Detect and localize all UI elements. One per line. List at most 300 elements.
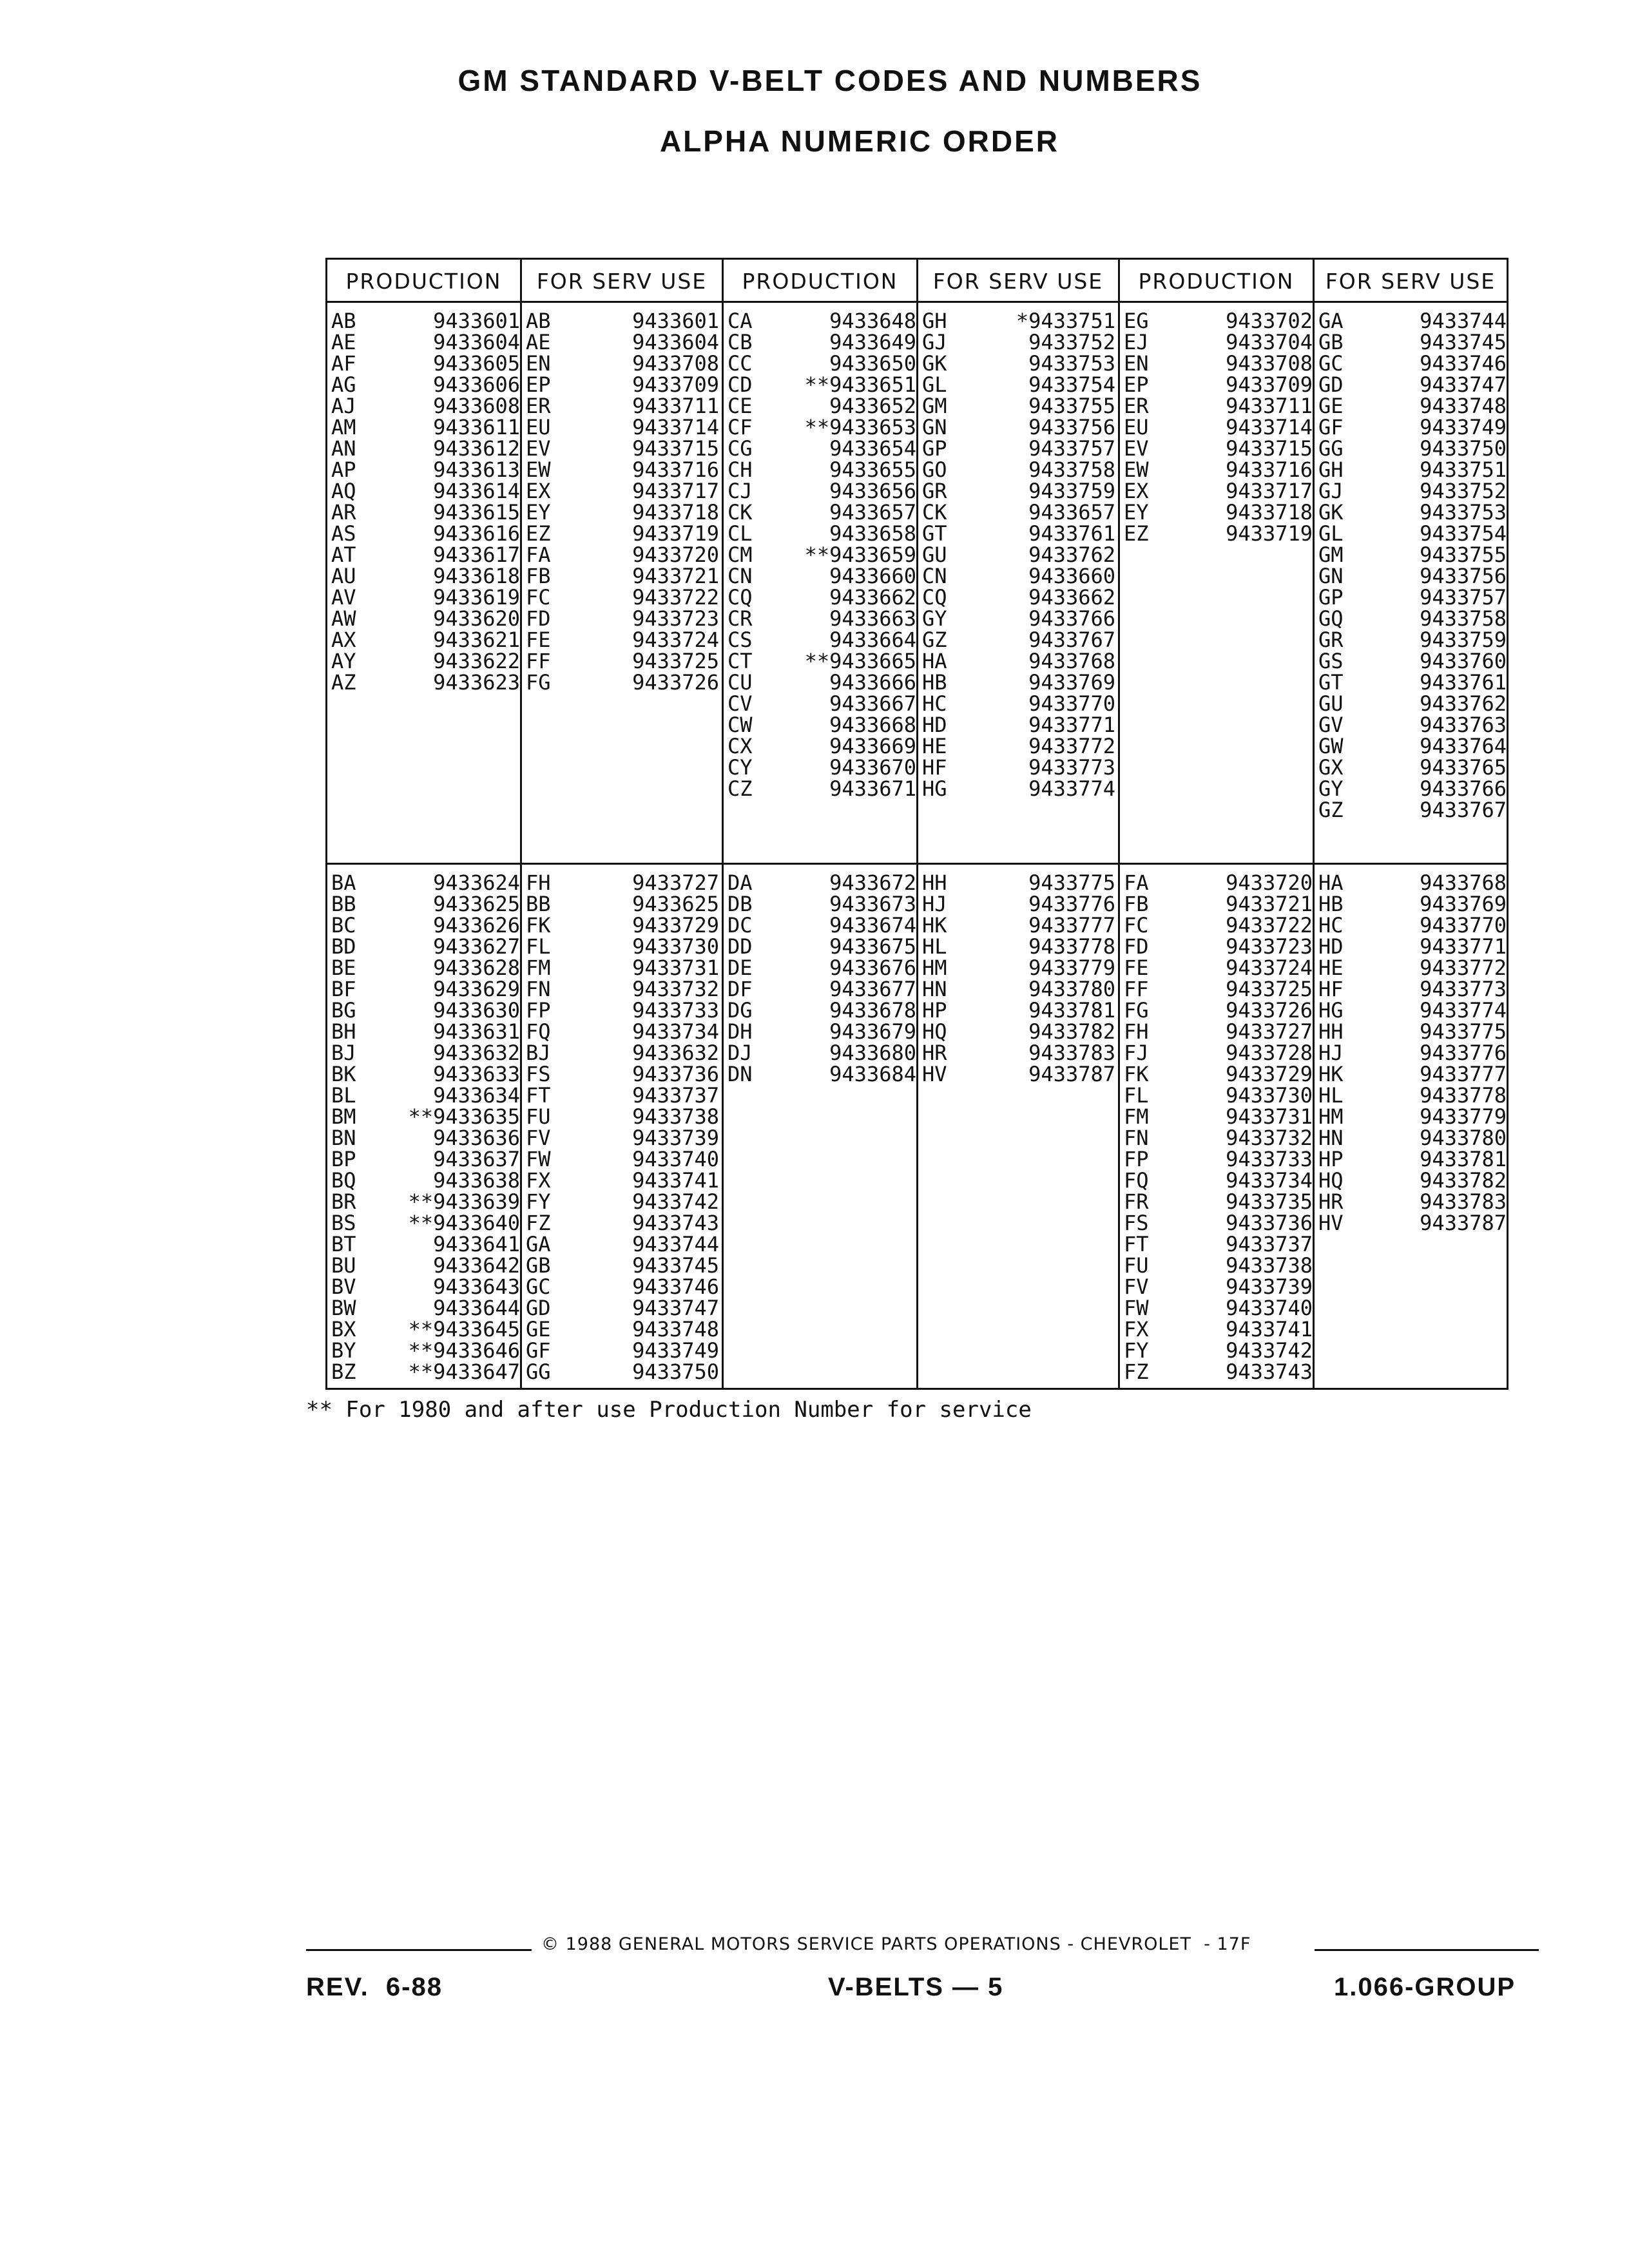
group1-column: [521, 302, 723, 864]
belt-part-number: 9433726: [632, 670, 719, 695]
belt-part-number: 9433756: [1028, 415, 1115, 439]
belt-entry: [1124, 1085, 1313, 1106]
belt-code: CH: [728, 457, 753, 482]
belt-code: CA: [728, 309, 753, 333]
belt-part-number: 9433601: [632, 309, 719, 333]
belt-entry: [1318, 311, 1507, 332]
belt-part-number: 9433761: [1028, 521, 1115, 546]
belt-part-number: 9433778: [1028, 934, 1115, 959]
belt-code: BE: [331, 956, 356, 980]
belt-code: HC: [1318, 913, 1344, 937]
belt-code: HC: [922, 691, 947, 716]
belt-code: HD: [922, 713, 947, 737]
belt-code: FY: [526, 1189, 551, 1214]
belt-part-number: 9433625: [632, 892, 719, 916]
belt-code: GS: [1318, 649, 1344, 673]
belt-entry: [331, 459, 520, 481]
belt-part-number: 9433765: [1420, 755, 1507, 780]
group2-column: [327, 864, 521, 1389]
belt-part-number: 9433760: [1420, 649, 1507, 673]
belt-code: CS: [728, 628, 753, 652]
belt-code: GQ: [1318, 606, 1344, 631]
belt-code: CE: [728, 394, 753, 418]
belt-part-number: 9433754: [1028, 372, 1115, 397]
belt-code: GG: [526, 1360, 551, 1384]
belt-part-number: 9433625: [433, 892, 520, 916]
belt-entry: [922, 544, 1118, 566]
belt-entry: [526, 1170, 722, 1191]
belt-part-number: 9433656: [829, 479, 916, 503]
belt-part-number: 9433779: [1028, 956, 1115, 980]
belt-entry: [526, 651, 722, 672]
belt-entry: [526, 915, 722, 936]
belt-part-number: 9433747: [632, 1296, 719, 1320]
belt-part-number: 9433632: [433, 1041, 520, 1065]
belt-code: AJ: [331, 394, 356, 418]
belt-code: CN: [728, 564, 753, 588]
belt-entry: [922, 736, 1118, 757]
belt-part-number: 9433617: [433, 543, 520, 567]
belt-part-number: 9433612: [433, 436, 520, 461]
belt-part-number: **9433646: [408, 1338, 520, 1363]
belt-entry: [1318, 374, 1507, 396]
belt-code: FD: [1124, 934, 1149, 959]
belt-code: GJ: [922, 330, 947, 354]
belt-part-number: 9433734: [632, 1019, 719, 1044]
belt-code: GL: [922, 372, 947, 397]
belt-code: GE: [1318, 394, 1344, 418]
belt-code: AT: [331, 543, 356, 567]
belt-code: FG: [526, 670, 551, 695]
belt-code: FU: [526, 1104, 551, 1129]
belt-code: BB: [526, 892, 551, 916]
belt-part-number: 9433787: [1028, 1062, 1115, 1086]
belt-entry: [1124, 396, 1313, 417]
belt-entry: [331, 629, 520, 651]
belt-part-number: 9433650: [829, 351, 916, 376]
belt-code: GB: [1318, 330, 1344, 354]
belt-entry: [1124, 523, 1313, 544]
belt-entry: [1318, 459, 1507, 481]
belt-entry: [728, 1021, 916, 1043]
belt-code: FN: [1124, 1126, 1149, 1150]
belt-code: GF: [526, 1338, 551, 1363]
belt-entry: [1124, 1340, 1313, 1361]
belt-part-number: 9433774: [1028, 776, 1115, 801]
header-for-serv-use-3: FOR SERV USE: [1314, 259, 1508, 302]
belt-part-number: 9433750: [632, 1360, 719, 1384]
belt-entry: [922, 311, 1118, 332]
belt-entry: [331, 1213, 520, 1234]
belt-entry: [1124, 872, 1313, 894]
belt-part-number: 9433740: [632, 1147, 719, 1171]
belt-entry: [331, 438, 520, 459]
belt-entry: [1318, 1021, 1507, 1043]
belt-part-number: 9433638: [433, 1168, 520, 1193]
belt-part-number: 9433644: [433, 1296, 520, 1320]
belt-part-number: 9433756: [1420, 564, 1507, 588]
belt-entry: [1318, 1000, 1507, 1021]
belt-entry: [728, 523, 916, 544]
belt-part-number: 9433781: [1028, 998, 1115, 1023]
belt-code: FK: [526, 913, 551, 937]
belt-part-number: 9433620: [433, 606, 520, 631]
belt-code: GU: [922, 543, 947, 567]
belt-entry: [526, 1191, 722, 1213]
belt-entry: [728, 438, 916, 459]
belt-code: CK: [728, 500, 753, 524]
belt-part-number: 9433740: [1226, 1296, 1313, 1320]
belt-part-number: 9433764: [1420, 734, 1507, 758]
belt-part-number: 9433604: [632, 330, 719, 354]
belt-entry: [331, 1043, 520, 1064]
belt-entry: [728, 417, 916, 438]
belt-part-number: 9433655: [829, 457, 916, 482]
belt-entry: [331, 1021, 520, 1043]
belt-entry: [1318, 736, 1507, 757]
belt-code: BX: [331, 1317, 356, 1341]
belt-code: BA: [331, 870, 356, 895]
table-group-2: [327, 864, 1508, 1389]
belt-code: FQ: [526, 1019, 551, 1044]
belt-code: FM: [1124, 1104, 1149, 1129]
belt-entry: [526, 1213, 722, 1234]
belt-code: FQ: [1124, 1168, 1149, 1193]
belt-entry: [331, 1170, 520, 1191]
belt-entry: [331, 872, 520, 894]
belt-entry: [728, 459, 916, 481]
belt-code: BV: [331, 1274, 356, 1299]
belt-code: GM: [1318, 543, 1344, 567]
belt-code: FY: [1124, 1338, 1149, 1363]
belt-entry: [728, 778, 916, 800]
belt-code: GH: [922, 309, 947, 333]
belt-part-number: 9433714: [632, 415, 719, 439]
group-label: 1.066-GROUP: [1334, 1973, 1516, 2001]
belt-part-number: 9433711: [632, 394, 719, 418]
belt-code: HN: [922, 977, 947, 1001]
belt-entry: [1318, 544, 1507, 566]
belt-part-number: 9433766: [1028, 606, 1115, 631]
belt-entry: [331, 915, 520, 936]
belt-entry: [526, 894, 722, 915]
belt-part-number: 9433733: [632, 998, 719, 1023]
belt-part-number: 9433739: [632, 1126, 719, 1150]
belt-entry: [331, 417, 520, 438]
belt-part-number: 9433717: [1226, 479, 1313, 503]
belt-entry: [1318, 1064, 1507, 1085]
belt-part-number: 9433721: [632, 564, 719, 588]
belt-code: GM: [922, 394, 947, 418]
belt-code: AG: [331, 372, 356, 397]
belt-part-number: 9433613: [433, 457, 520, 482]
belt-entry: [922, 957, 1118, 979]
belt-entry: [1124, 1255, 1313, 1276]
belt-part-number: 9433725: [1226, 977, 1313, 1001]
belt-entry: [728, 332, 916, 353]
belt-entry: [1318, 523, 1507, 544]
belt-entry: [331, 608, 520, 629]
belt-part-number: 9433709: [632, 372, 719, 397]
belt-part-number: 9433779: [1420, 1104, 1507, 1129]
belt-entry: [526, 1064, 722, 1085]
belt-entry: [1124, 1191, 1313, 1213]
belt-entry: [728, 544, 916, 566]
belt-code: HJ: [922, 892, 947, 916]
belt-part-number: 9433735: [1226, 1189, 1313, 1214]
group2-column: [918, 864, 1119, 1389]
belt-code: HM: [922, 956, 947, 980]
belt-code: CC: [728, 351, 753, 376]
belt-part-number: 9433709: [1226, 372, 1313, 397]
belt-entry: [1124, 1149, 1313, 1170]
belt-code: HR: [1318, 1189, 1344, 1214]
belt-entry: [526, 438, 722, 459]
belt-code: HH: [922, 870, 947, 895]
belt-part-number: 9433771: [1420, 934, 1507, 959]
footer-rule-left: [306, 1949, 532, 1951]
belt-code: FK: [1124, 1062, 1149, 1086]
belt-entry: [922, 915, 1118, 936]
belt-entry: [1124, 1298, 1313, 1319]
belt-code: FF: [526, 649, 551, 673]
belt-code: HA: [1318, 870, 1344, 895]
belt-part-number: 9433774: [1420, 998, 1507, 1023]
belt-entry: [1318, 800, 1507, 821]
belt-part-number: 9433604: [433, 330, 520, 354]
belt-entry: [922, 481, 1118, 502]
belt-entry: [526, 1361, 722, 1383]
belt-entry: [1124, 438, 1313, 459]
revision-label: REV. 6-88: [306, 1973, 443, 2001]
belt-part-number: 9433753: [1420, 500, 1507, 524]
belt-part-number: 9433737: [632, 1083, 719, 1108]
belt-entry: [1318, 502, 1507, 523]
belt-part-number: 9433742: [1226, 1338, 1313, 1363]
belt-code: EW: [526, 457, 551, 482]
belt-entry: [526, 1128, 722, 1149]
belt-part-number: 9433744: [632, 1232, 719, 1256]
belt-part-number: 9433741: [1226, 1317, 1313, 1341]
belt-part-number: 9433611: [433, 415, 520, 439]
belt-code: AV: [331, 585, 356, 610]
belt-code: BB: [331, 892, 356, 916]
belt-code: AE: [526, 330, 551, 354]
belt-entry: [922, 672, 1118, 693]
belt-code: GY: [922, 606, 947, 631]
belt-part-number: 9433618: [433, 564, 520, 588]
belt-entry: [922, 651, 1118, 672]
belt-part-number: 9433778: [1420, 1083, 1507, 1108]
belt-entry: [728, 311, 916, 332]
group1-column: [1314, 302, 1508, 864]
belt-part-number: 9433711: [1226, 394, 1313, 418]
belt-part-number: 9433729: [632, 913, 719, 937]
belt-code: CR: [728, 606, 753, 631]
belt-entry: [1318, 566, 1507, 587]
belt-code: BT: [331, 1232, 356, 1256]
belt-entry: [331, 672, 520, 693]
belt-code: HB: [1318, 892, 1344, 916]
belt-part-number: 9433755: [1420, 543, 1507, 567]
belt-entry: [331, 979, 520, 1000]
belt-entry: [922, 374, 1118, 396]
belt-part-number: 9433727: [1226, 1019, 1313, 1044]
belt-part-number: 9433775: [1028, 870, 1115, 895]
belt-part-number: 9433746: [632, 1274, 719, 1299]
belt-code: FT: [526, 1083, 551, 1108]
group1-column: [1119, 302, 1314, 864]
belt-code: BQ: [331, 1168, 356, 1193]
belt-code: AX: [331, 628, 356, 652]
belt-part-number: 9433771: [1028, 713, 1115, 737]
belt-entry: [1318, 715, 1507, 736]
belt-entry: [1124, 459, 1313, 481]
belt-code: HN: [1318, 1126, 1344, 1150]
belt-part-number: 9433770: [1420, 913, 1507, 937]
belt-entry: [728, 715, 916, 736]
group2-column: [521, 864, 723, 1389]
belt-code: BP: [331, 1147, 356, 1171]
belt-part-number: **9433639: [408, 1189, 520, 1214]
belt-part-number: 9433714: [1226, 415, 1313, 439]
belt-part-number: **9433651: [804, 372, 916, 397]
belt-entry: [922, 332, 1118, 353]
belt-entry: [728, 566, 916, 587]
belt-entry: [922, 936, 1118, 957]
belt-entry: [1124, 915, 1313, 936]
belt-part-number: 9433721: [1226, 892, 1313, 916]
belt-entry: [1124, 417, 1313, 438]
belt-code: FC: [526, 585, 551, 610]
belt-entry: [331, 332, 520, 353]
belt-part-number: 9433642: [433, 1253, 520, 1278]
section-label: V-BELTS — 5: [828, 1973, 1004, 2001]
belt-entry: [526, 1149, 722, 1170]
belt-part-number: 9433660: [829, 564, 916, 588]
belt-code: FE: [526, 628, 551, 652]
belt-part-number: 9433667: [829, 691, 916, 716]
belt-entry: [526, 1085, 722, 1106]
belt-code: HL: [922, 934, 947, 959]
belt-part-number: 9433775: [1420, 1019, 1507, 1044]
belt-part-number: 9433708: [1226, 351, 1313, 376]
belt-part-number: 9433670: [829, 755, 916, 780]
belt-part-number: 9433769: [1028, 670, 1115, 695]
belt-entry: [526, 1234, 722, 1255]
belt-code: BL: [331, 1083, 356, 1108]
belt-code: DG: [728, 998, 753, 1023]
belt-code: GN: [1318, 564, 1344, 588]
belt-code: CT: [728, 649, 753, 673]
belt-code: HA: [922, 649, 947, 673]
belt-code: DC: [728, 913, 753, 937]
belt-part-number: 9433733: [1226, 1147, 1313, 1171]
belt-code: FX: [526, 1168, 551, 1193]
belt-part-number: 9433738: [1226, 1253, 1313, 1278]
belt-part-number: 9433719: [1226, 521, 1313, 546]
belt-entry: [1124, 311, 1313, 332]
table-group-1: [327, 302, 1508, 864]
belt-entry: [1124, 1234, 1313, 1255]
belt-entry: [526, 459, 722, 481]
belt-entry: [526, 672, 722, 693]
belt-part-number: 9433663: [829, 606, 916, 631]
belt-part-number: 9433734: [1226, 1168, 1313, 1193]
belt-code: HB: [922, 670, 947, 695]
belt-entry: [922, 417, 1118, 438]
belt-code: AM: [331, 415, 356, 439]
belt-part-number: 9433783: [1028, 1041, 1115, 1065]
belt-entry: [526, 979, 722, 1000]
belt-part-number: 9433752: [1028, 330, 1115, 354]
belt-entry: [1124, 1000, 1313, 1021]
belt-part-number: 9433722: [632, 585, 719, 610]
belt-entry: [331, 1085, 520, 1106]
belt-entry: [728, 1064, 916, 1085]
belt-part-number: 9433632: [632, 1041, 719, 1065]
belt-code: BR: [331, 1189, 356, 1214]
belt-entry: [728, 481, 916, 502]
belt-code: GN: [922, 415, 947, 439]
belt-code: HH: [1318, 1019, 1344, 1044]
belt-code: GH: [1318, 457, 1344, 482]
belt-code: DF: [728, 977, 753, 1001]
belt-entry: [331, 1106, 520, 1128]
belt-part-number: 9433782: [1028, 1019, 1115, 1044]
belt-code: GB: [526, 1253, 551, 1278]
belt-part-number: 9433718: [1226, 500, 1313, 524]
belt-code: CW: [728, 713, 753, 737]
belt-code: AQ: [331, 479, 356, 503]
belt-code: FZ: [526, 1211, 551, 1235]
belt-code: AR: [331, 500, 356, 524]
belt-part-number: 9433672: [829, 870, 916, 895]
belt-entry: [1124, 1128, 1313, 1149]
belt-code: GK: [922, 351, 947, 376]
belt-entry: [922, 502, 1118, 523]
belt-entry: [728, 651, 916, 672]
belt-part-number: 9433664: [829, 628, 916, 652]
belt-entry: [728, 353, 916, 374]
belt-code: HD: [1318, 934, 1344, 959]
page-subtitle: ALPHA NUMERIC ORDER: [659, 124, 1060, 158]
belt-code: CD: [728, 372, 753, 397]
belt-code: GD: [1318, 372, 1344, 397]
belt-part-number: 9433762: [1028, 543, 1115, 567]
belt-entry: [526, 608, 722, 629]
belt-part-number: 9433743: [1226, 1360, 1313, 1384]
belt-part-number: 9433662: [1028, 585, 1115, 610]
belt-code: GO: [922, 457, 947, 482]
belt-part-number: 9433601: [433, 309, 520, 333]
belt-code: FL: [1124, 1083, 1149, 1108]
belt-entry: [331, 1000, 520, 1021]
belt-part-number: 9433719: [632, 521, 719, 546]
belt-part-number: 9433675: [829, 934, 916, 959]
belt-entry: [331, 587, 520, 608]
group1-column: [327, 302, 521, 864]
header-production-3: PRODUCTION: [1119, 259, 1314, 302]
belt-entry: [922, 894, 1118, 915]
header-for-serv-use-2: FOR SERV USE: [918, 259, 1119, 302]
belt-part-number: 9433716: [1226, 457, 1313, 482]
belt-part-number: 9433777: [1420, 1062, 1507, 1086]
belt-entry: [728, 736, 916, 757]
belt-code: GK: [1318, 500, 1344, 524]
belt-part-number: 9433743: [632, 1211, 719, 1235]
belt-code: AZ: [331, 670, 356, 695]
